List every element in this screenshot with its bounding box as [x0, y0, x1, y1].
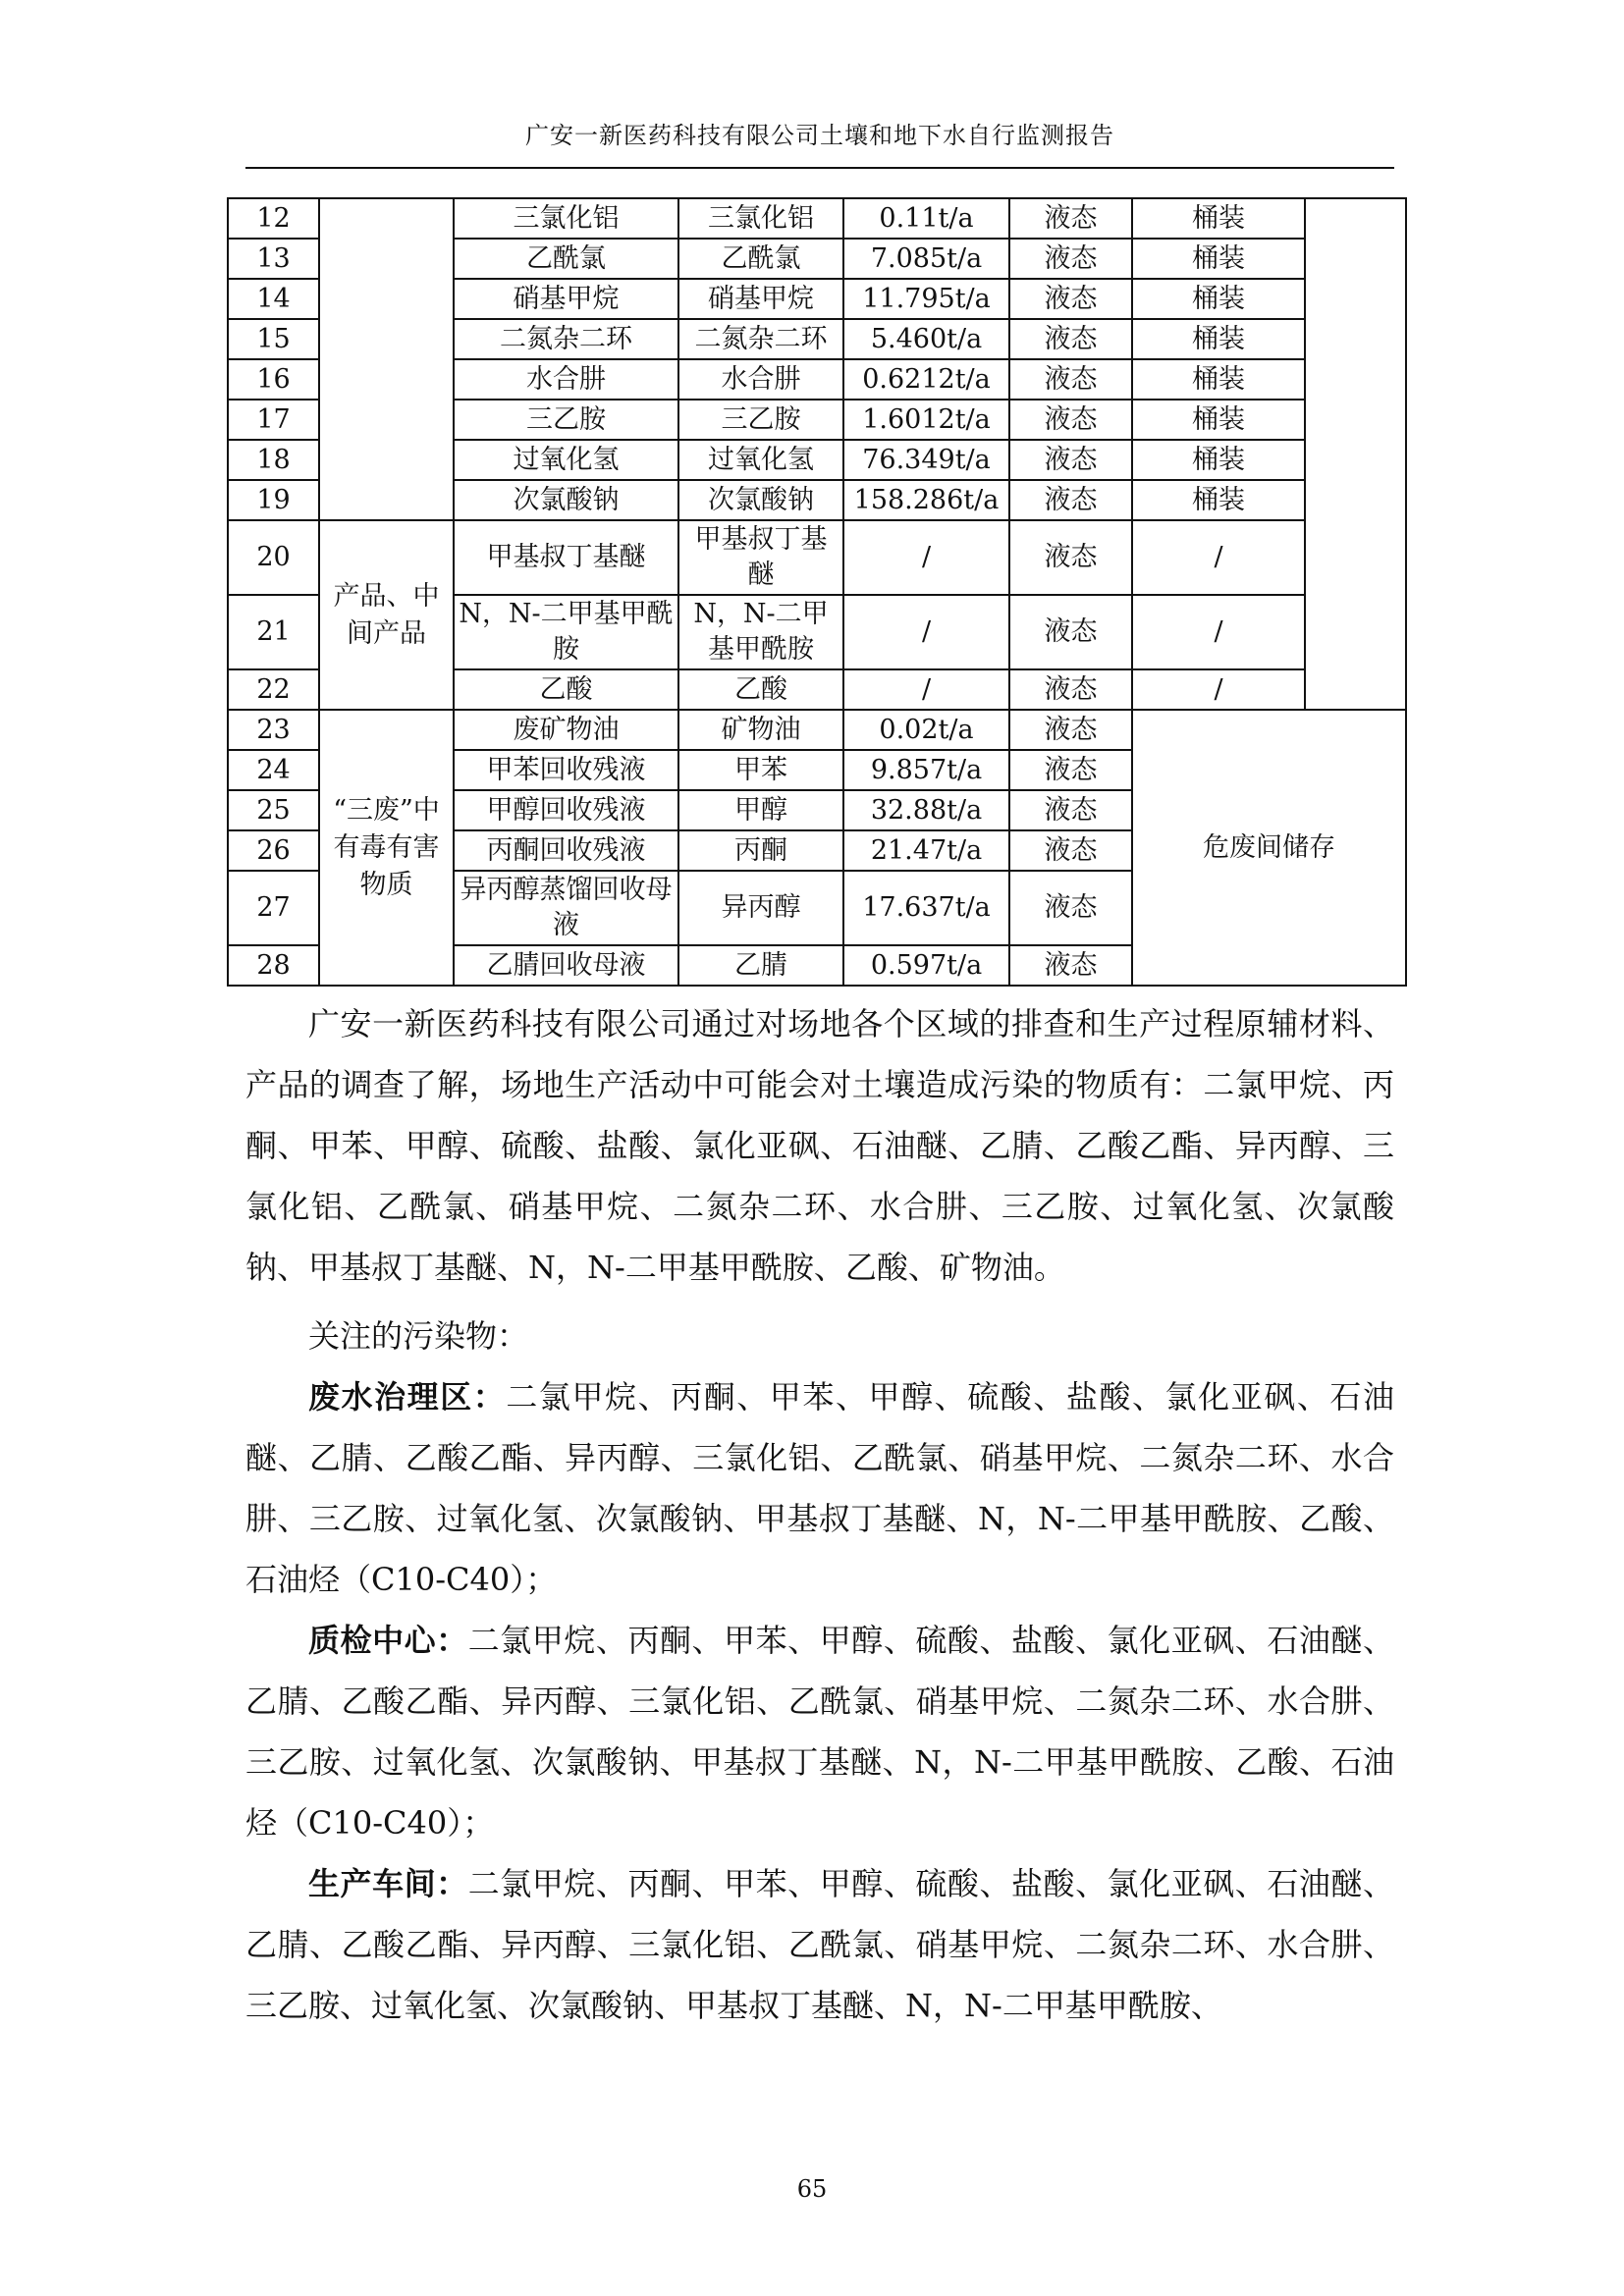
storage-method: 桶装: [1132, 480, 1305, 520]
physical-state: 液态: [1009, 359, 1132, 400]
main-component: 过氧化氢: [678, 440, 843, 480]
page-header-title: 广安一新医药科技有限公司土壤和地下水自行监测报告: [525, 122, 1114, 149]
physical-state: 液态: [1009, 319, 1132, 359]
storage-method: /: [1132, 520, 1305, 595]
material-name: 二氮杂二环: [454, 319, 678, 359]
main-component: 三乙胺: [678, 400, 843, 440]
main-component: 乙酰氯: [678, 239, 843, 279]
row-number: 23: [228, 710, 319, 750]
row-number: 14: [228, 279, 319, 319]
storage-method: 桶装: [1132, 279, 1305, 319]
main-component: N，N-二甲基甲酰胺: [678, 595, 843, 669]
material-name: 水合肼: [454, 359, 678, 400]
main-component: 三氯化铝: [678, 198, 843, 239]
annual-amount: 0.02t/a: [843, 710, 1009, 750]
physical-state: 液态: [1009, 595, 1132, 669]
area-label: 生产车间：: [308, 1865, 468, 1902]
material-name: 甲基叔丁基醚: [454, 520, 678, 595]
material-name: 甲苯回收残液: [454, 750, 678, 790]
storage-method: 桶装: [1132, 239, 1305, 279]
area-paragraph-qc-center: [245, 1610, 1394, 1853]
row-number: 18: [228, 440, 319, 480]
physical-state: 液态: [1009, 279, 1132, 319]
storage-method: 桶装: [1132, 359, 1305, 400]
annual-amount: /: [843, 669, 1009, 710]
waste-storage: 危废间储存: [1132, 710, 1406, 986]
annual-amount: 21.47t/a: [843, 830, 1009, 871]
annual-amount: 7.085t/a: [843, 239, 1009, 279]
row-number: 28: [228, 945, 319, 986]
row-number: 24: [228, 750, 319, 790]
main-component: 丙酮: [678, 830, 843, 871]
row-number: 16: [228, 359, 319, 400]
material-name: 次氯酸钠: [454, 480, 678, 520]
annual-amount: 32.88t/a: [843, 790, 1009, 830]
annual-amount: 0.11t/a: [843, 198, 1009, 239]
main-component: 乙腈: [678, 945, 843, 986]
area-label: 质检中心：: [308, 1622, 468, 1659]
physical-state: 液态: [1009, 871, 1132, 945]
row-number: 27: [228, 871, 319, 945]
annual-amount: 11.795t/a: [843, 279, 1009, 319]
physical-state: 液态: [1009, 669, 1132, 710]
row-number: 15: [228, 319, 319, 359]
material-name: 乙腈回收母液: [454, 945, 678, 986]
annual-amount: 0.6212t/a: [843, 359, 1009, 400]
material-name: 硝基甲烷: [454, 279, 678, 319]
pollutants-heading: 关注的污染物：: [308, 1317, 529, 1355]
material-name: 三氯化铝: [454, 198, 678, 239]
material-name: 三乙胺: [454, 400, 678, 440]
physical-state: 液态: [1009, 750, 1132, 790]
area-text: 二氯甲烷、丙酮、甲苯、甲醇、硫酸、盐酸、氯化亚砜、石油醚、乙腈、乙酸乙酯、异丙醇、三氯化铝、乙酰氯、硝基甲烷、二氮杂二环、水合肼、三乙胺、过氧化氢、次氯酸钠、甲基叔丁基醚、N，N-二甲基甲酰胺、乙酸、石油烃（C10-C40）；: [245, 1622, 1394, 1842]
physical-state: 液态: [1009, 239, 1132, 279]
row-number: 25: [228, 790, 319, 830]
area-paragraph-workshop: [245, 1853, 1394, 2036]
area-text: 二氯甲烷、丙酮、甲苯、甲醇、硫酸、盐酸、氯化亚砜、石油醚、乙腈、乙酸乙酯、异丙醇、三氯化铝、乙酰氯、硝基甲烷、二氮杂二环、水合肼、三乙胺、过氧化氢、次氯酸钠、甲基叔丁基醚、N，N-二甲基甲酰胺、: [245, 1865, 1394, 2024]
row-number: 12: [228, 198, 319, 239]
main-component: 二氮杂二环: [678, 319, 843, 359]
physical-state: 液态: [1009, 400, 1132, 440]
category-cell-empty: [319, 198, 454, 520]
row-number: 13: [228, 239, 319, 279]
main-component: 甲基叔丁基醚: [678, 520, 843, 595]
physical-state: 液态: [1009, 198, 1132, 239]
annual-amount: 9.857t/a: [843, 750, 1009, 790]
extra-column-empty: [1305, 198, 1406, 710]
row-number: 20: [228, 520, 319, 595]
physical-state: 液态: [1009, 710, 1132, 750]
row-number: 22: [228, 669, 319, 710]
storage-method: 桶装: [1132, 400, 1305, 440]
storage-method: 桶装: [1132, 319, 1305, 359]
physical-state: 液态: [1009, 520, 1132, 595]
main-component: 硝基甲烷: [678, 279, 843, 319]
row-number: 21: [228, 595, 319, 669]
main-component: 乙酸: [678, 669, 843, 710]
row-number: 19: [228, 480, 319, 520]
material-name: 过氧化氢: [454, 440, 678, 480]
table-row: [228, 198, 1406, 239]
physical-state: 液态: [1009, 440, 1132, 480]
storage-method: 桶装: [1132, 440, 1305, 480]
material-name: 乙酸: [454, 669, 678, 710]
body-text: [245, 993, 1394, 2036]
storage-method: 桶装: [1132, 198, 1305, 239]
header-rule: [245, 167, 1394, 169]
physical-state: 液态: [1009, 790, 1132, 830]
storage-method: /: [1132, 595, 1305, 669]
category-waste: “三废”中有毒有害物质: [319, 710, 454, 986]
main-component: 甲苯: [678, 750, 843, 790]
physical-state: 液态: [1009, 480, 1132, 520]
physical-state: 液态: [1009, 945, 1132, 986]
annual-amount: 1.6012t/a: [843, 400, 1009, 440]
intro-paragraph: 广安一新医药科技有限公司通过对场地各个区域的排查和生产过程原辅材料、产品的调查了解，场地生产活动中可能会对土壤造成污染的物质有：二氯甲烷、丙酮、甲苯、甲醇、硫酸、盐酸、氯化亚砜、石油醚、乙腈、乙酸乙酯、异丙醇、三氯化铝、乙酰氯、硝基甲烷、二氮杂二环、水合肼、三乙胺、过氧化氢、次氯酸钠、甲基叔丁基醚、N，N-二甲基甲酰胺、乙酸、矿物油。: [245, 1005, 1394, 1286]
table-row: [228, 710, 1406, 750]
annual-amount: 0.597t/a: [843, 945, 1009, 986]
area-paragraph-wastewater: [245, 1366, 1394, 1610]
area-text: 二氯甲烷、丙酮、甲苯、甲醇、硫酸、盐酸、氯化亚砜、石油醚、乙腈、乙酸乙酯、异丙醇、三氯化铝、乙酰氯、硝基甲烷、二氮杂二环、水合肼、三乙胺、过氧化氢、次氯酸钠、甲基叔丁基醚、N，N-二甲基甲酰胺、乙酸、石油烃（C10-C40）；: [245, 1378, 1394, 1598]
annual-amount: 5.460t/a: [843, 319, 1009, 359]
table-row: [228, 520, 1406, 595]
physical-state: 液态: [1009, 830, 1132, 871]
main-component: 次氯酸钠: [678, 480, 843, 520]
annual-amount: /: [843, 520, 1009, 595]
material-name: 乙酰氯: [454, 239, 678, 279]
main-component: 矿物油: [678, 710, 843, 750]
category-products: 产品、中间产品: [319, 520, 454, 710]
main-component: 甲醇: [678, 790, 843, 830]
main-component: 水合肼: [678, 359, 843, 400]
annual-amount: 158.286t/a: [843, 480, 1009, 520]
page-number: 65: [796, 2175, 828, 2203]
row-number: 17: [228, 400, 319, 440]
material-name: 异丙醇蒸馏回收母液: [454, 871, 678, 945]
material-name: N，N-二甲基甲酰胺: [454, 595, 678, 669]
annual-amount: /: [843, 595, 1009, 669]
annual-amount: 17.637t/a: [843, 871, 1009, 945]
annual-amount: 76.349t/a: [843, 440, 1009, 480]
material-name: 甲醇回收残液: [454, 790, 678, 830]
material-name: 废矿物油: [454, 710, 678, 750]
materials-table: [227, 197, 1407, 987]
main-component: 异丙醇: [678, 871, 843, 945]
material-name: 丙酮回收残液: [454, 830, 678, 871]
row-number: 26: [228, 830, 319, 871]
storage-method: /: [1132, 669, 1305, 710]
area-label: 废水治理区：: [308, 1378, 507, 1415]
